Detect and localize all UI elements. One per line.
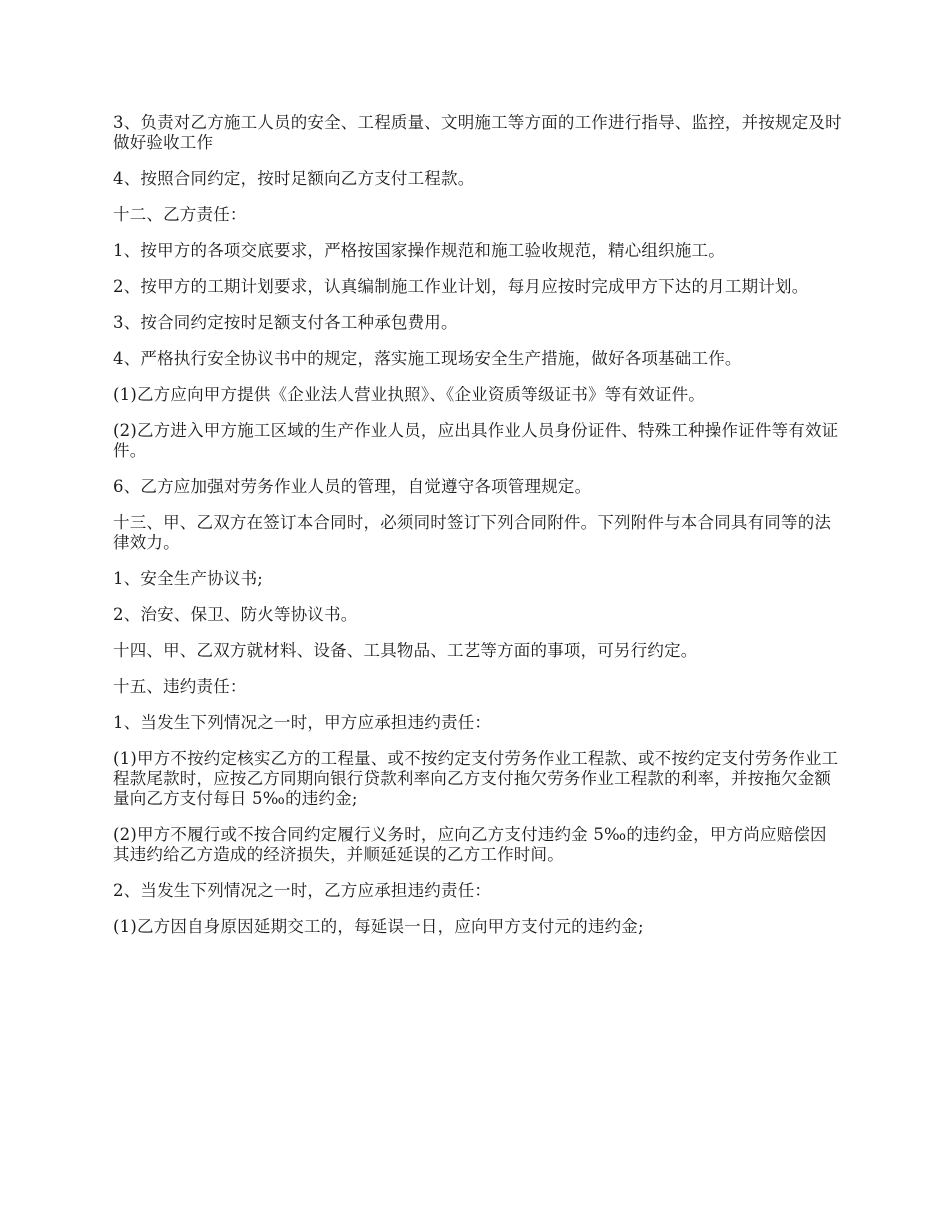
- paragraph-12-4-2: (2)乙方进入甲方施工区域的生产作业人员，应出具作业人员身份证件、特殊工种操作证件等有效证件。: [113, 421, 839, 460]
- paragraph-12-1: 1、按甲方的各项交底要求，严格按国家操作规范和施工验收规范，精心组织施工。: [113, 241, 725, 260]
- section-heading-15: 十五、违约责任：: [113, 677, 247, 696]
- paragraph-12-2: 2、按甲方的工期计划要求，认真编制施工作业计划，每月应按时完成甲方下达的月工期计划。: [113, 277, 809, 296]
- paragraph-15-2: 2、当发生下列情况之一时，乙方应承担违约责任：: [113, 881, 492, 900]
- paragraph-15-1: 1、当发生下列情况之一时，甲方应承担违约责任：: [113, 713, 492, 732]
- section-heading-13: 十三、甲、乙双方在签订本合同时，必须同时签订下列合同附件。下列附件与本合同具有同等的法律效力。: [113, 513, 832, 552]
- section-heading-12: 十二、乙方责任：: [113, 205, 247, 224]
- paragraph-12-4-1: (1)乙方应向甲方提供《企业法人营业执照》、《企业资质等级证书》等有效证件。: [113, 385, 705, 404]
- paragraph-15-1-1: (1)甲方不按约定核实乙方的工程量、或不按约定支付劳务作业工程款、或不按约定支付劳务作业工程款尾款时，应按乙方同期向银行贷款利率向乙方支付拖欠劳务作业工程款的利率，并按拖欠金额量向乙方支付每日 5‰的违约金;: [113, 749, 839, 808]
- paragraph-12-6: 6、乙方应加强对劳务作业人员的管理，自觉遵守各项管理规定。: [113, 477, 592, 496]
- section-heading-14: 十四、甲、乙双方就材料、设备、工具物品、工艺等方面的事项，可另行约定。: [113, 641, 698, 660]
- paragraph-13-2: 2、治安、保卫、防火等协议书。: [113, 605, 358, 624]
- paragraph-15-2-1: (1)乙方因自身原因延期交工的，每延误一日，应向甲方支付元的违约金;: [113, 917, 644, 936]
- paragraph-13-1: 1、安全生产协议书;: [113, 569, 264, 588]
- paragraph-15-1-2: (2)甲方不履行或不按合同约定履行义务时，应向乙方支付违约金 5‰的违约金，甲方尚应赔偿因其违约给乙方造成的经济损失，并顺延延误的乙方工作时间。: [113, 825, 827, 864]
- paragraph-clause-4-payment: 4、按照合同约定，按时足额向乙方支付工程款。: [113, 169, 475, 188]
- paragraph-12-4: 4、严格执行安全协议书中的规定，落实施工现场安全生产措施，做好各项基础工作。: [113, 349, 742, 368]
- document-body: [113, 113, 843, 953]
- paragraph-clause-3-supervision: 3、负责对乙方施工人员的安全、工程质量、文明施工等方面的工作进行指导、监控，并按规定及时做好验收工作: [113, 113, 842, 152]
- paragraph-12-3: 3、按合同约定按时足额支付各工种承包费用。: [113, 313, 458, 332]
